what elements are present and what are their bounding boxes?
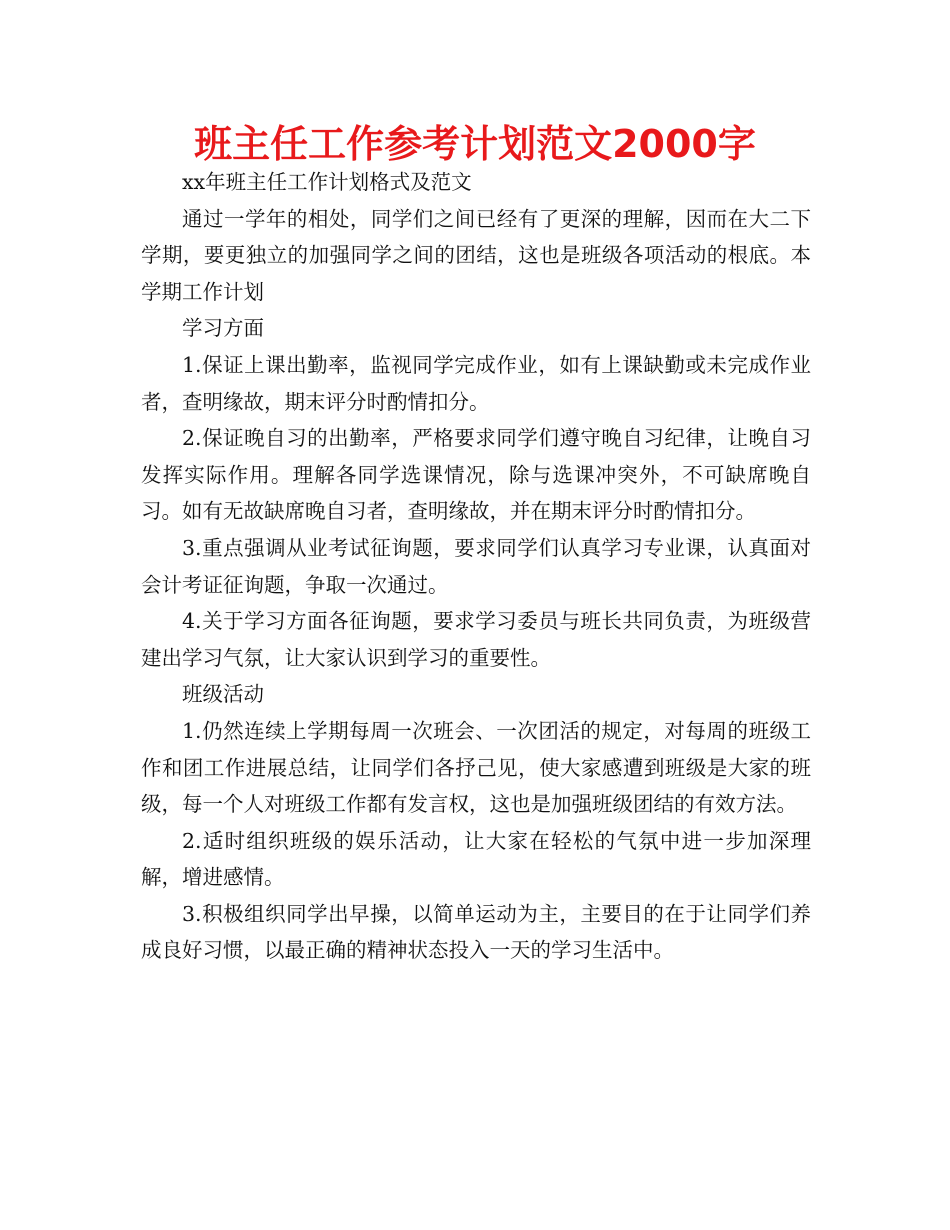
study-item-1: 1.保证上课出勤率，监视同学完成作业，如有上课缺勤或未完成作业者，查明缘故，期末评分时酌情扣分。 bbox=[141, 352, 811, 414]
study-item-4: 4.关于学习方面各征询题，要求学习委员与班长共同负责，为班级营建出学习气氛，让大家认识到学习的重要性。 bbox=[141, 609, 811, 670]
intro-paragraph: 通过一学年的相处，同学们之间已经有了更深的理解，因而在大二下学期，要更独立的加强同学之间的团结，这也是班级各项活动的根底。本学期工作计划 bbox=[141, 206, 811, 304]
activity-item-1: 1.仍然连续上学期每周一次班会、一次团活的规定，对每周的班级工作和团工作进展总结，让同学们各抒己见，使大家感遭到班级是大家的班级，每一个人对班级工作都有发言权，这也是加强班级团结的有效方法。 bbox=[141, 718, 811, 817]
document-body bbox=[141, 164, 811, 969]
activity-item-3: 3.积极组织同学出早操，以简单运动为主，主要目的在于让同学们养成良好习惯，以最正确的精神状态投入一天的学习生活中。 bbox=[141, 901, 811, 963]
subtitle-paragraph: xx年班主任工作计划格式及范文 bbox=[182, 170, 472, 194]
section-heading-study: 学习方面 bbox=[182, 316, 264, 341]
section-heading-activities: 班级活动 bbox=[182, 682, 264, 707]
activity-item-2: 2.适时组织班级的娱乐活动，让大家在轻松的气氛中进一步加深理解，增进感情。 bbox=[141, 828, 811, 890]
document-title: 班主任工作参考计划范文2000字 bbox=[194, 122, 756, 166]
study-item-2: 2.保证晚自习的出勤率，严格要求同学们遵守晚自习纪律，让晚自习发挥实际作用。理解各同学选课情况，除与选课冲突外，不可缺席晚自习。如有无故缺席晚自习者，查明缘故，并在期末评分时酌情扣分。 bbox=[141, 426, 811, 524]
study-item-3: 3.重点强调从业考试征询题，要求同学们认真学习专业课，认真面对会计考证征询题，争取一次通过。 bbox=[141, 535, 811, 597]
